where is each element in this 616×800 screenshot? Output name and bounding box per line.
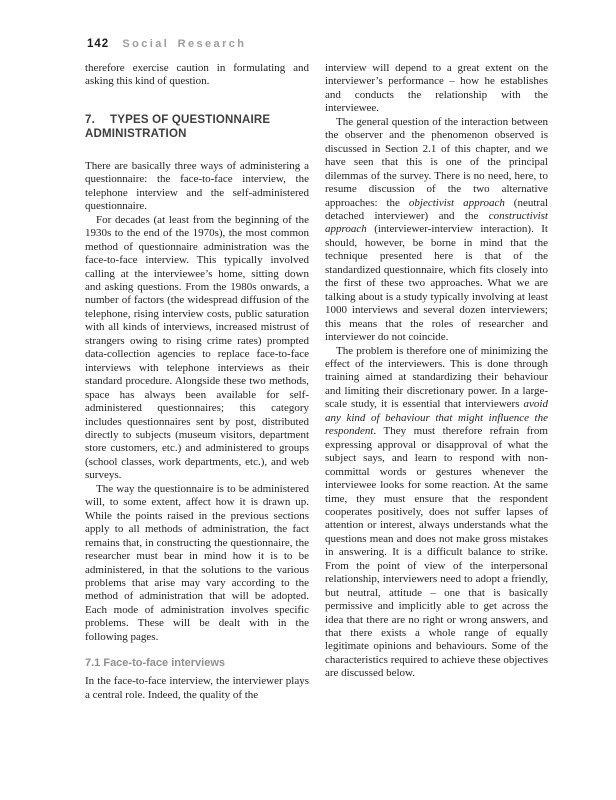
paragraph: [325, 345, 548, 681]
italic-text: objectivist approach: [408, 196, 505, 209]
body-text: The general question of the interaction between the observer and the phenomenon observed is discussed in Section 2.1 of this chapter, and we have seen that this is one of the principal dilemmas of the survey. There is no need, here, to resume discussion of the two alternative approaches: the: [325, 115, 548, 209]
body-text: The way the questionnaire is to be administered will, to some extent, affect how it is drawn up. While the points raised in the previous sections apply to all methods of administration, the fact remains that, in constructing the questionnaire, the researcher must bear in mind how it is to be administered, in that the solutions to the various problems that arise may vary according to the method of administration that will be adopted. Each mode of administration involves specific problems. These will be dealt with in the following pages.: [85, 482, 309, 643]
paragraph: [85, 62, 309, 89]
body-text: In the face-to-face interview, the interviewer plays a central role. Indeed, the quality of the: [85, 675, 309, 701]
right-text-column: [325, 62, 548, 681]
body-text: (neutral detached interviewer) and the: [325, 196, 549, 222]
paragraph: [85, 675, 309, 702]
body-text: interview will depend to a great extent on the interviewer’s performance – how he establishes and conducts the relationship with the interviewee.: [325, 62, 548, 115]
page-header: [87, 38, 246, 50]
section-title: TYPES OF QUESTIONNAIRE ADMINISTRATION: [85, 113, 271, 140]
page-number: 142: [87, 38, 110, 50]
body-text: For decades (at least from the beginning of the 1930s to the end of the 1970s), the most common method of questionnaire administration was the face-to-face interview. This typically involved calling at the interviewee’s home, sitting down and asking questions. From the 1980s onwards, a number of factors (the widespread diffusion of the telephone, rising interview costs, public saturation with all kinds of interviews, increased mistrust of strangers owing to rising crime rates) prompted data-collection agencies to replace face-to-face interviews with telephone interviews as their standard procedure. Alongside these two methods, space has always been available for self-administered questionnaires; this category includes questionnaires sent by post, distributed directly to subjects (museum visitors, department store customers, etc.) and administered to groups (school classes, work departments, etc.), and web surveys.: [85, 213, 309, 482]
section-number: 7.: [85, 113, 95, 126]
body-text: (interviewer-interview interaction). It should, however, be borne in mind that the technique presented here is that of the standardized questionnaire, which fits closely into the first of these two approaches. What we are talking about is a study typically involving at least 1000 interviews and several dozen interviewers; this means that the roles of researcher and interviewer do not coincide.: [325, 223, 548, 344]
body-text: therefore exercise caution in formulating and asking this kind of question.: [85, 62, 309, 88]
section-heading: [85, 113, 309, 141]
italic-text: avoid any kind of behaviour that might influence the respondent: [325, 398, 548, 438]
body-text: . They must therefore refrain from expressing approval or disapproval of what the subject says, and learn to respond with non-committal words or gestures whenever the interviewee looks for some reaction. At the same time, they must ensure that the respondent cooperates positively, does not suffer lapses of attention or interest, always understands what the questions mean and does not make gross mistakes in answering. It is a difficult balance to strike. From the point of view of the interpersonal relationship, interviewers need to adopt a friendly, but neutral, attitude – one that is basically permissive and implicitly able to get across the idea that there are no right or wrong answers, and that there exists a whole range of equally legitimate opinions and behaviours. Some of the characteristics required to achieve these objectives are discussed below.: [325, 425, 548, 680]
paragraph: [85, 483, 309, 644]
paragraph: [85, 160, 309, 214]
body-text: There are basically three ways of administering a questionnaire: the face-to-face interview, the telephone interview and the self-administered questionnaire.: [85, 159, 309, 213]
book-title: Social Research: [122, 38, 247, 50]
body-text: The problem is therefore one of minimizing the effect of the interviewers. This is done through training aimed at standardizing their behaviour and limiting their discretionary power. In a large-scale study, it is essential that interviewers: [325, 344, 548, 411]
left-text-column: [85, 62, 309, 702]
paragraph: [325, 116, 548, 345]
paragraph: [325, 62, 548, 116]
subsection-heading: 7.1 Face-to-face interviews: [85, 657, 226, 670]
italic-text: constructivist approach: [325, 209, 548, 236]
paragraph: [85, 214, 309, 483]
